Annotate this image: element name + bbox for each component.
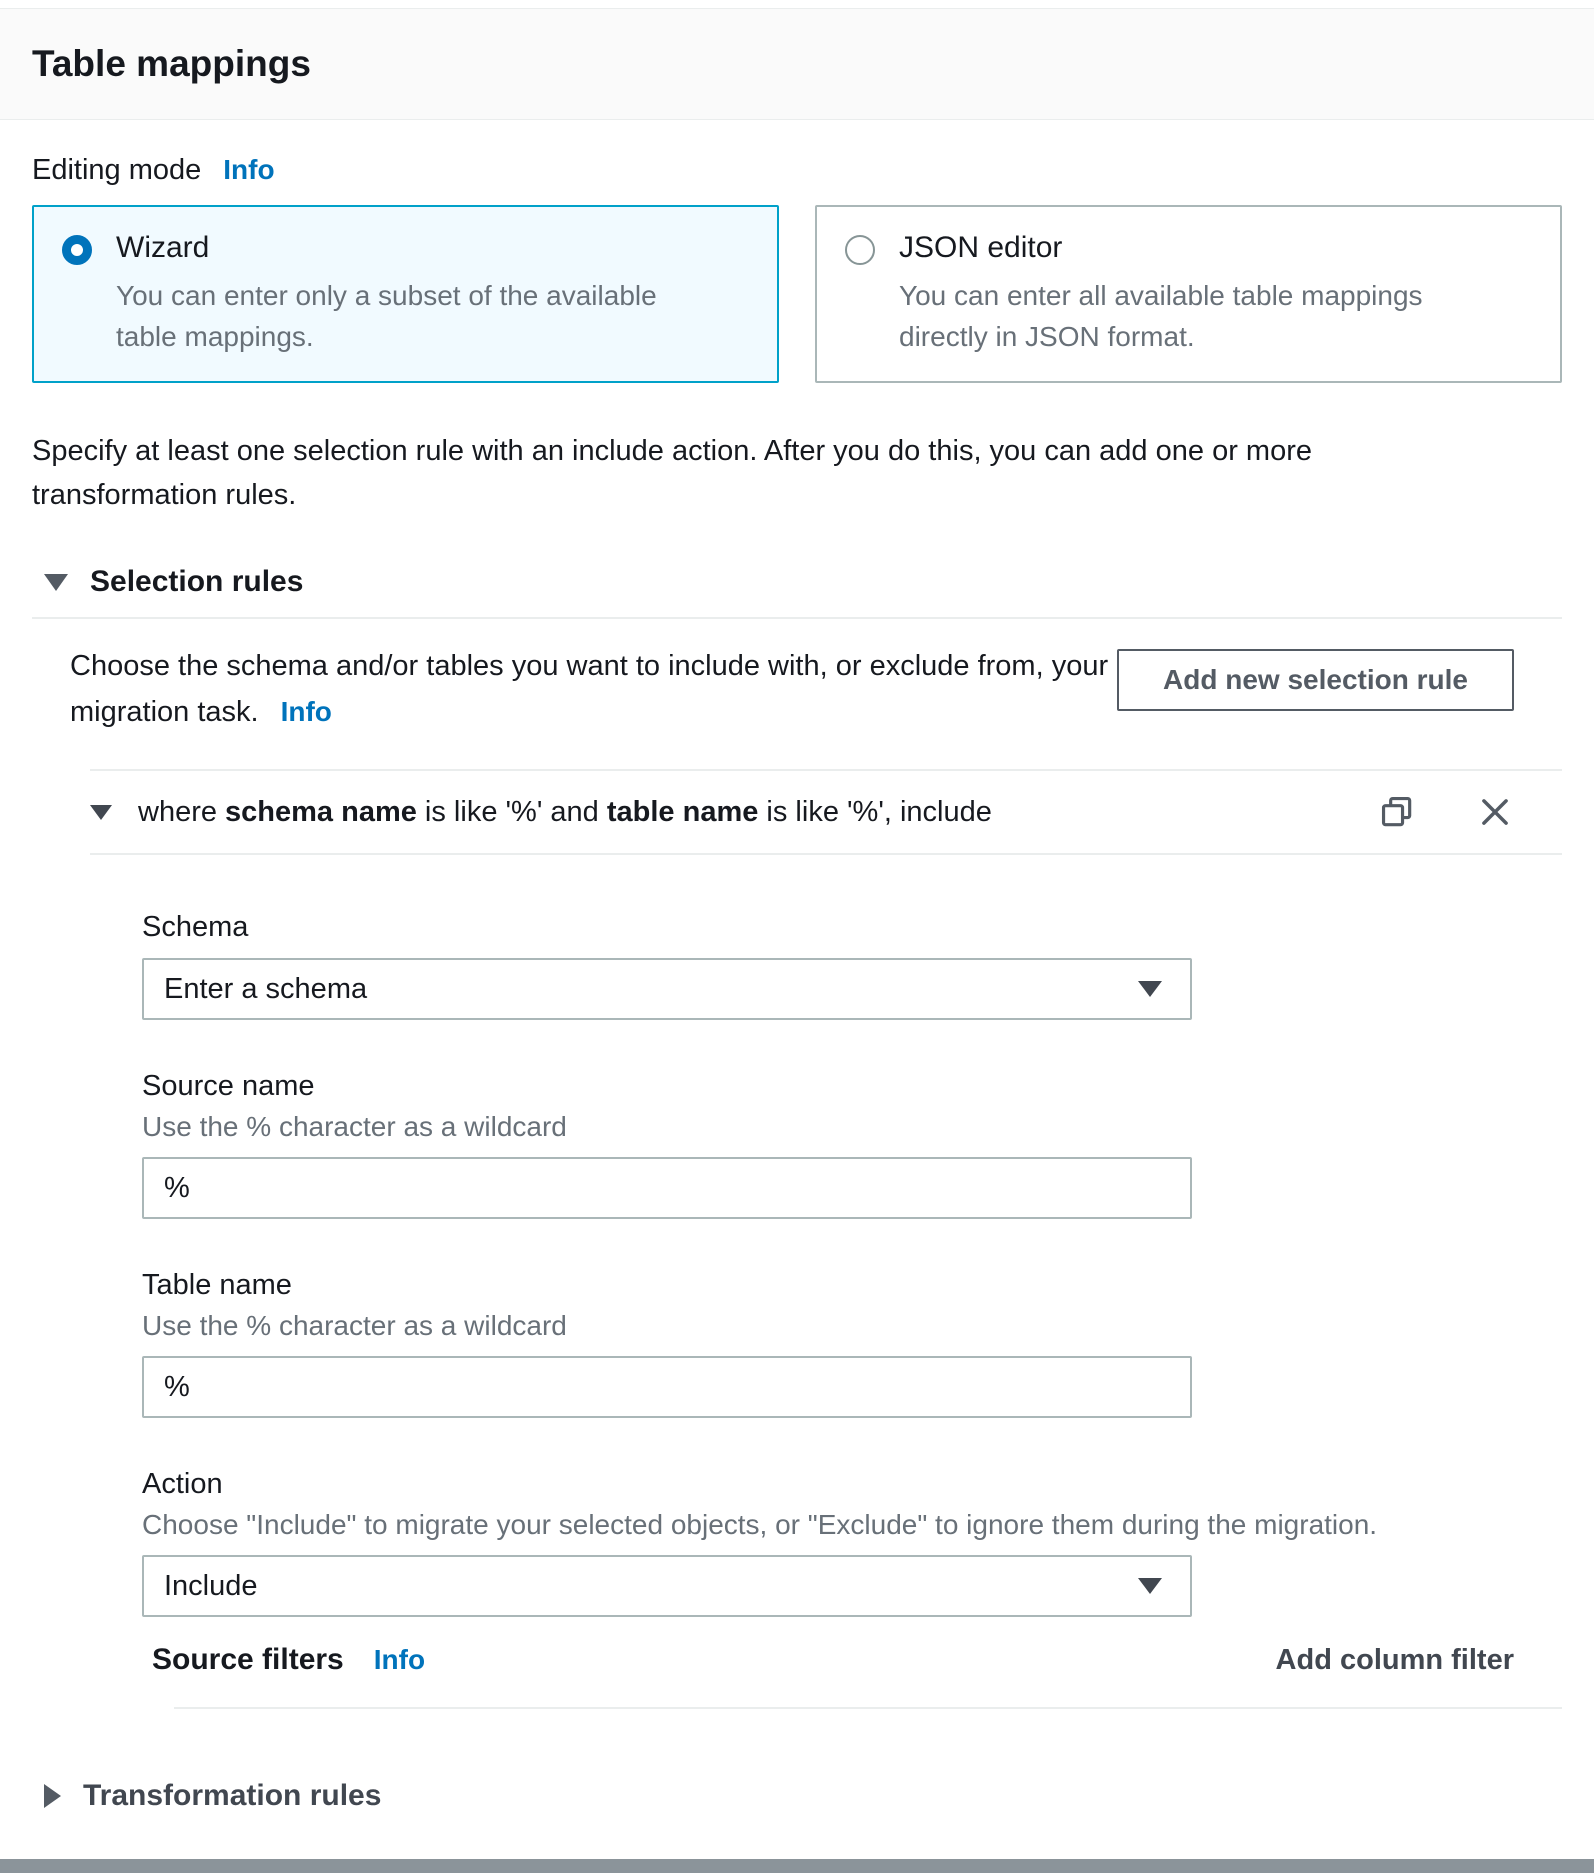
- bottom-edge-bar: [0, 1859, 1594, 1873]
- source-name-input[interactable]: [142, 1157, 1192, 1219]
- source-filters-divider: [174, 1707, 1562, 1709]
- source-filters-info-link[interactable]: Info: [373, 1644, 426, 1675]
- editing-mode-row: [32, 154, 1562, 187]
- editing-mode-options: [32, 205, 1562, 383]
- source-name-field-group: [142, 1070, 1562, 1219]
- json-editor-option-description: You can enter all available table mappings directly in JSON format.: [899, 280, 1423, 352]
- close-rule-icon[interactable]: [1476, 793, 1514, 831]
- add-selection-rule-button[interactable]: Add new selection rule: [1117, 649, 1514, 711]
- json-editor-option-text: [899, 231, 1499, 357]
- source-filters-label: Source filters: [152, 1643, 344, 1676]
- rule-summary-schema-name: schema name: [225, 795, 417, 828]
- rule-actions: [1378, 793, 1514, 831]
- selection-rules-section-header[interactable]: [44, 565, 1562, 599]
- rule-expander-chevron-down-icon[interactable]: [90, 805, 112, 820]
- selection-rules-description-text: Choose the schema and/or tables you want to include with, or exclude from, your migration task.: [70, 650, 1109, 728]
- wizard-option-title: Wizard: [116, 231, 210, 264]
- wizard-option-description: You can enter only a subset of the available table mappings.: [116, 280, 657, 352]
- wizard-option-card[interactable]: [32, 205, 779, 383]
- selection-rules-intro-text: Specify at least one selection rule with an include action. After you do this, you can add one or more transformation rules.: [32, 435, 1312, 511]
- action-select[interactable]: [142, 1555, 1192, 1617]
- page-header: [0, 8, 1594, 120]
- chevron-down-icon: [1138, 1578, 1162, 1594]
- selection-rules-description: [70, 643, 1155, 735]
- table-name-input[interactable]: [142, 1356, 1192, 1418]
- json-editor-radio-icon[interactable]: [845, 235, 875, 265]
- source-name-hint: Use the % character as a wildcard: [142, 1111, 567, 1142]
- json-editor-option-title: JSON editor: [899, 231, 1063, 264]
- copy-rule-icon[interactable]: [1378, 793, 1416, 831]
- page-title: Table mappings: [32, 43, 311, 84]
- action-field-group: [142, 1468, 1562, 1617]
- rule-summary-mid: is like '%' and: [416, 795, 607, 828]
- rule-summary-table-name: table name: [606, 795, 759, 828]
- table-name-field-group: [142, 1269, 1562, 1418]
- table-name-hint: Use the % character as a wildcard: [142, 1310, 567, 1341]
- wizard-radio-icon[interactable]: [62, 235, 92, 265]
- selection-rules-info-link[interactable]: Info: [280, 696, 332, 727]
- section-divider: [32, 617, 1562, 619]
- json-editor-option-card[interactable]: [815, 205, 1562, 383]
- source-name-label: Source name: [142, 1070, 315, 1102]
- rule-summary: [138, 796, 992, 829]
- wizard-option-text: [116, 231, 716, 357]
- schema-label: Schema: [142, 911, 249, 943]
- selection-rule-header: [90, 771, 1562, 853]
- action-select-value: Include: [164, 1569, 258, 1602]
- chevron-down-icon: [1138, 981, 1162, 997]
- transformation-rules-heading: Transformation rules: [83, 1779, 382, 1812]
- add-column-filter-button[interactable]: Add column filter: [1275, 1644, 1514, 1676]
- table-mappings-panel: [0, 120, 1594, 1859]
- schema-select[interactable]: [142, 958, 1192, 1020]
- selection-rules-toolbar: [70, 643, 1562, 753]
- source-filters-row: [152, 1643, 1562, 1677]
- rule-summary-suffix: is like '%', include: [758, 795, 992, 828]
- selection-rule-form: [142, 855, 1562, 1617]
- editing-mode-info-link[interactable]: Info: [223, 154, 275, 185]
- rule-summary-prefix: where: [138, 795, 226, 828]
- chevron-down-icon: [44, 574, 68, 591]
- action-hint: Choose "Include" to migrate your selected objects, or "Exclude" to ignore them during the migration.: [142, 1509, 1378, 1540]
- transformation-rules-section-header[interactable]: [44, 1779, 1562, 1813]
- schema-field-group: [142, 911, 1562, 1020]
- table-name-label: Table name: [142, 1269, 292, 1301]
- schema-select-value: Enter a schema: [164, 972, 368, 1005]
- selection-rules-heading: Selection rules: [90, 565, 304, 598]
- action-label: Action: [142, 1468, 223, 1500]
- chevron-right-icon: [44, 1784, 61, 1808]
- editing-mode-label: Editing mode: [32, 154, 202, 186]
